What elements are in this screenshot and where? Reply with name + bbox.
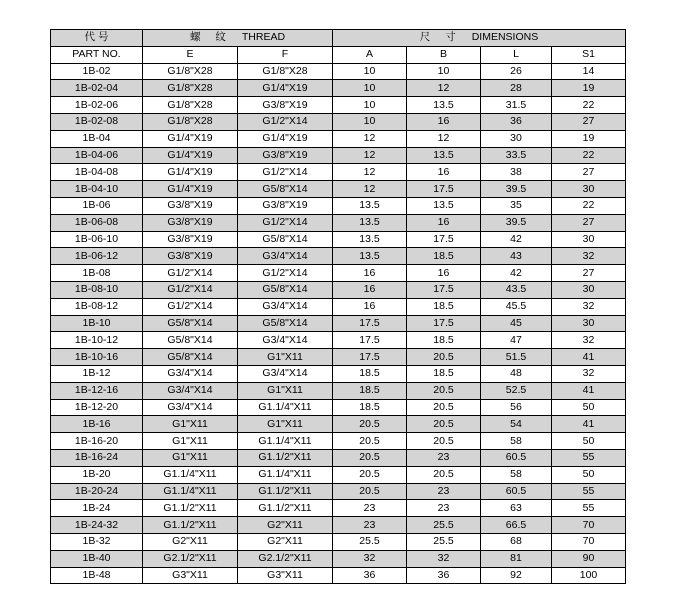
part-no-header: PART NO. — [51, 46, 143, 63]
table-row — [51, 231, 626, 248]
dim-l-cell: 42 — [481, 231, 552, 248]
dim-s1-cell: 32 — [552, 365, 626, 382]
dim-a-cell: 20.5 — [333, 466, 407, 483]
thread-e-cell: G1/8"X28 — [143, 113, 238, 130]
dim-a-cell: 17.5 — [333, 349, 407, 366]
thread-f-cell: G2"X11 — [238, 533, 333, 550]
dim-l-cell: 66.5 — [481, 517, 552, 534]
thread-f-cell: G3/4"X14 — [238, 365, 333, 382]
table-row — [51, 97, 626, 114]
table-row — [51, 449, 626, 466]
thread-e-cell: G3/4"X14 — [143, 382, 238, 399]
thread-f-cell: G1/2"X14 — [238, 113, 333, 130]
thread-f-cell: G3/4"X14 — [238, 332, 333, 349]
part-no-cell: 1B-16 — [51, 416, 143, 433]
dim-l-cell: 81 — [481, 550, 552, 567]
dimensions-table — [50, 29, 626, 584]
dim-b-cell: 18.5 — [407, 248, 481, 265]
dim-a-cell: 23 — [333, 517, 407, 534]
table-row — [51, 130, 626, 147]
dim-l-cell: 92 — [481, 567, 552, 584]
dim-a-cell: 10 — [333, 113, 407, 130]
thread-e-cell: G1/2"X14 — [143, 298, 238, 315]
dim-b-cell: 25.5 — [407, 533, 481, 550]
dim-l-cell: 63 — [481, 500, 552, 517]
dim-b-cell: 20.5 — [407, 416, 481, 433]
thread-e-cell: G3/8"X19 — [143, 231, 238, 248]
dim-b-cell: 32 — [407, 550, 481, 567]
dim-s1-cell: 19 — [552, 80, 626, 97]
table-row — [51, 281, 626, 298]
table-body — [51, 63, 626, 584]
dim-b-cell: 20.5 — [407, 382, 481, 399]
dim-l-cell: 43 — [481, 248, 552, 265]
thread-f-cell: G5/8"X14 — [238, 181, 333, 198]
thread-f-cell: G1.1/4"X11 — [238, 466, 333, 483]
dim-b-cell: 16 — [407, 214, 481, 231]
dim-b-cell: 13.5 — [407, 97, 481, 114]
thread-f-cell: G1/2"X14 — [238, 214, 333, 231]
part-no-cell: 1B-04-08 — [51, 164, 143, 181]
dim-a-cell: 13.5 — [333, 197, 407, 214]
dim-s1-cell: 100 — [552, 567, 626, 584]
part-no-cell: 1B-02-06 — [51, 97, 143, 114]
thread-f-cell: G1/4"X19 — [238, 80, 333, 97]
thread-e-cell: G3/8"X19 — [143, 248, 238, 265]
dim-b-cell: 16 — [407, 113, 481, 130]
dim-a-cell: 17.5 — [333, 332, 407, 349]
column-header-e: E — [143, 46, 238, 63]
dim-a-cell: 16 — [333, 298, 407, 315]
thread-f-cell: G3/8"X19 — [238, 147, 333, 164]
part-no-cell: 1B-24 — [51, 500, 143, 517]
thread-e-cell: G1/8"X28 — [143, 63, 238, 80]
dim-a-cell: 20.5 — [333, 483, 407, 500]
dim-b-cell: 13.5 — [407, 197, 481, 214]
thread-e-cell: G2.1/2"X11 — [143, 550, 238, 567]
part-no-cell: 1B-12-16 — [51, 382, 143, 399]
dim-a-cell: 16 — [333, 281, 407, 298]
thread-f-cell: G5/8"X14 — [238, 231, 333, 248]
part-no-cell: 1B-06-12 — [51, 248, 143, 265]
dim-a-cell: 32 — [333, 550, 407, 567]
thread-f-cell: G1"X11 — [238, 416, 333, 433]
part-no-cell: 1B-12 — [51, 365, 143, 382]
thread-f-cell: G3/8"X19 — [238, 197, 333, 214]
dim-a-cell: 12 — [333, 164, 407, 181]
dim-a-cell: 20.5 — [333, 433, 407, 450]
part-no-cell: 1B-10-16 — [51, 349, 143, 366]
thread-f-cell: G3/8"X19 — [238, 97, 333, 114]
thread-e-cell: G3/8"X19 — [143, 214, 238, 231]
thread-e-cell: G1"X11 — [143, 416, 238, 433]
dim-l-cell: 68 — [481, 533, 552, 550]
dim-s1-cell: 70 — [552, 533, 626, 550]
header-row-1 — [51, 30, 626, 47]
part-no-cell: 1B-08-12 — [51, 298, 143, 315]
dim-a-cell: 10 — [333, 63, 407, 80]
dim-s1-cell: 14 — [552, 63, 626, 80]
thread-e-cell: G1.1/2"X11 — [143, 517, 238, 534]
dim-b-cell: 16 — [407, 265, 481, 282]
dim-s1-cell: 30 — [552, 181, 626, 198]
dim-s1-cell: 50 — [552, 466, 626, 483]
dim-b-cell: 36 — [407, 567, 481, 584]
dim-b-cell: 18.5 — [407, 332, 481, 349]
dim-l-cell: 60.5 — [481, 449, 552, 466]
dim-s1-cell: 55 — [552, 500, 626, 517]
dim-l-cell: 39.5 — [481, 214, 552, 231]
thread-f-cell: G5/8"X14 — [238, 281, 333, 298]
part-no-cell: 1B-06-08 — [51, 214, 143, 231]
dim-l-cell: 60.5 — [481, 483, 552, 500]
part-no-cell: 1B-04 — [51, 130, 143, 147]
table-row — [51, 466, 626, 483]
dim-s1-cell: 50 — [552, 433, 626, 450]
part-no-cell: 1B-10-12 — [51, 332, 143, 349]
dim-b-cell: 20.5 — [407, 349, 481, 366]
column-header-l: L — [481, 46, 552, 63]
thread-f-cell: G2"X11 — [238, 517, 333, 534]
dim-l-cell: 35 — [481, 197, 552, 214]
column-header-s1: S1 — [552, 46, 626, 63]
dim-a-cell: 10 — [333, 80, 407, 97]
thread-f-cell: G1/4"X19 — [238, 130, 333, 147]
table-row — [51, 483, 626, 500]
dim-l-cell: 39.5 — [481, 181, 552, 198]
part-no-cell: 1B-04-10 — [51, 181, 143, 198]
thread-e-cell: G1.1/4"X11 — [143, 483, 238, 500]
part-no-cell: 1B-02-08 — [51, 113, 143, 130]
thread-f-cell: G3/4"X14 — [238, 298, 333, 315]
dim-l-cell: 31.5 — [481, 97, 552, 114]
column-header-b: B — [407, 46, 481, 63]
dim-s1-cell: 27 — [552, 164, 626, 181]
dim-s1-cell: 30 — [552, 315, 626, 332]
table-row — [51, 382, 626, 399]
part-no-cell: 1B-24-32 — [51, 517, 143, 534]
thread-f-cell: G1.1/2"X11 — [238, 500, 333, 517]
dim-s1-cell: 27 — [552, 214, 626, 231]
table-row — [51, 315, 626, 332]
thread-e-cell: G3/8"X19 — [143, 197, 238, 214]
thread-e-cell: G1/4"X19 — [143, 147, 238, 164]
dim-s1-cell: 55 — [552, 483, 626, 500]
dim-a-cell: 12 — [333, 181, 407, 198]
table-row — [51, 265, 626, 282]
dim-l-cell: 58 — [481, 466, 552, 483]
thread-f-cell: G1"X11 — [238, 349, 333, 366]
table-row — [51, 533, 626, 550]
dim-l-cell: 58 — [481, 433, 552, 450]
dim-b-cell: 23 — [407, 483, 481, 500]
table-row — [51, 349, 626, 366]
part-no-cell: 1B-16-20 — [51, 433, 143, 450]
thread-e-cell: G1.1/2"X11 — [143, 500, 238, 517]
dim-a-cell: 18.5 — [333, 365, 407, 382]
table-row — [51, 500, 626, 517]
dim-l-cell: 26 — [481, 63, 552, 80]
table-row — [51, 298, 626, 315]
part-no-cell: 1B-04-06 — [51, 147, 143, 164]
dim-l-cell: 43.5 — [481, 281, 552, 298]
dim-a-cell: 13.5 — [333, 214, 407, 231]
dim-l-cell: 48 — [481, 365, 552, 382]
dim-s1-cell: 70 — [552, 517, 626, 534]
dim-l-cell: 51.5 — [481, 349, 552, 366]
table-row — [51, 63, 626, 80]
dim-a-cell: 20.5 — [333, 416, 407, 433]
part-no-cell: 1B-08 — [51, 265, 143, 282]
thread-e-cell: G1/8"X28 — [143, 80, 238, 97]
dim-s1-cell: 30 — [552, 231, 626, 248]
dim-b-cell: 17.5 — [407, 281, 481, 298]
dim-s1-cell: 41 — [552, 349, 626, 366]
part-no-cell: 1B-16-24 — [51, 449, 143, 466]
part-no-cell: 1B-20 — [51, 466, 143, 483]
thread-f-cell: G2.1/2"X11 — [238, 550, 333, 567]
dim-s1-cell: 41 — [552, 382, 626, 399]
thread-e-cell: G1"X11 — [143, 433, 238, 450]
thread-f-cell: G1.1/2"X11 — [238, 449, 333, 466]
part-no-cell: 1B-20-24 — [51, 483, 143, 500]
thread-e-cell: G2"X11 — [143, 533, 238, 550]
dim-l-cell: 38 — [481, 164, 552, 181]
thread-e-cell: G5/8"X14 — [143, 332, 238, 349]
dim-a-cell: 12 — [333, 147, 407, 164]
dim-a-cell: 10 — [333, 97, 407, 114]
dim-b-cell: 17.5 — [407, 181, 481, 198]
dim-a-cell: 20.5 — [333, 449, 407, 466]
dimensions-header-cn: 尺 寸 — [419, 31, 462, 44]
dim-a-cell: 13.5 — [333, 248, 407, 265]
dim-b-cell: 25.5 — [407, 517, 481, 534]
dim-b-cell: 18.5 — [407, 298, 481, 315]
dim-b-cell: 12 — [407, 130, 481, 147]
dim-l-cell: 36 — [481, 113, 552, 130]
thread-header-cn: 螺 纹 — [189, 31, 232, 44]
dim-a-cell: 16 — [333, 265, 407, 282]
dim-b-cell: 12 — [407, 80, 481, 97]
dim-l-cell: 52.5 — [481, 382, 552, 399]
dim-a-cell: 36 — [333, 567, 407, 584]
dim-l-cell: 56 — [481, 399, 552, 416]
table-row — [51, 164, 626, 181]
thread-header-en: THREAD — [241, 31, 286, 44]
thread-e-cell: G1/4"X19 — [143, 181, 238, 198]
thread-e-cell: G1/2"X14 — [143, 265, 238, 282]
thread-e-cell: G1"X11 — [143, 449, 238, 466]
dim-l-cell: 54 — [481, 416, 552, 433]
part-no-cell: 1B-32 — [51, 533, 143, 550]
thread-e-cell: G3/4"X14 — [143, 365, 238, 382]
dim-s1-cell: 32 — [552, 298, 626, 315]
thread-e-cell: G1.1/4"X11 — [143, 466, 238, 483]
dimensions-header-en: DIMENSIONS — [471, 31, 539, 44]
dim-b-cell: 17.5 — [407, 231, 481, 248]
dim-s1-cell: 19 — [552, 130, 626, 147]
dim-a-cell: 18.5 — [333, 382, 407, 399]
thread-f-cell: G5/8"X14 — [238, 315, 333, 332]
thread-f-cell: G3/4"X14 — [238, 248, 333, 265]
code-header-cn: 代 号 — [51, 30, 143, 47]
dim-s1-cell: 27 — [552, 113, 626, 130]
thread-f-cell: G1.1/2"X11 — [238, 483, 333, 500]
part-no-cell: 1B-48 — [51, 567, 143, 584]
dim-a-cell: 23 — [333, 500, 407, 517]
dim-l-cell: 42 — [481, 265, 552, 282]
part-no-cell: 1B-40 — [51, 550, 143, 567]
dim-b-cell: 13.5 — [407, 147, 481, 164]
table-row — [51, 365, 626, 382]
table-row — [51, 550, 626, 567]
dim-b-cell: 20.5 — [407, 433, 481, 450]
table-row — [51, 197, 626, 214]
dim-s1-cell: 22 — [552, 97, 626, 114]
header-row-2 — [51, 46, 626, 63]
table-row — [51, 214, 626, 231]
dim-s1-cell: 55 — [552, 449, 626, 466]
dim-b-cell: 17.5 — [407, 315, 481, 332]
dim-s1-cell: 32 — [552, 248, 626, 265]
part-no-cell: 1B-06 — [51, 197, 143, 214]
table-row — [51, 332, 626, 349]
part-no-cell: 1B-10 — [51, 315, 143, 332]
table-row — [51, 113, 626, 130]
table-row — [51, 80, 626, 97]
table-row — [51, 181, 626, 198]
table-row — [51, 517, 626, 534]
dim-s1-cell: 50 — [552, 399, 626, 416]
dim-s1-cell: 90 — [552, 550, 626, 567]
dim-a-cell: 13.5 — [333, 231, 407, 248]
dim-b-cell: 23 — [407, 449, 481, 466]
dim-l-cell: 45.5 — [481, 298, 552, 315]
thread-e-cell: G3/4"X14 — [143, 399, 238, 416]
column-header-a: A — [333, 46, 407, 63]
dim-s1-cell: 22 — [552, 197, 626, 214]
thread-f-cell: G1/2"X14 — [238, 164, 333, 181]
table-row — [51, 248, 626, 265]
part-no-cell: 1B-08-10 — [51, 281, 143, 298]
part-no-cell: 1B-06-10 — [51, 231, 143, 248]
table-row — [51, 416, 626, 433]
thread-e-cell: G3"X11 — [143, 567, 238, 584]
dim-a-cell: 25.5 — [333, 533, 407, 550]
dim-b-cell: 23 — [407, 500, 481, 517]
dim-s1-cell: 30 — [552, 281, 626, 298]
thread-f-cell: G1.1/4"X11 — [238, 433, 333, 450]
thread-e-cell: G5/8"X14 — [143, 349, 238, 366]
table-row — [51, 147, 626, 164]
dim-b-cell: 16 — [407, 164, 481, 181]
dim-a-cell: 12 — [333, 130, 407, 147]
thread-f-cell: G1"X11 — [238, 382, 333, 399]
table-row — [51, 399, 626, 416]
table-row — [51, 433, 626, 450]
thread-f-cell: G1/8"X28 — [238, 63, 333, 80]
part-no-cell: 1B-12-20 — [51, 399, 143, 416]
dim-b-cell: 18.5 — [407, 365, 481, 382]
dim-b-cell: 20.5 — [407, 399, 481, 416]
thread-e-cell: G5/8"X14 — [143, 315, 238, 332]
dim-s1-cell: 22 — [552, 147, 626, 164]
dim-l-cell: 47 — [481, 332, 552, 349]
dim-l-cell: 28 — [481, 80, 552, 97]
dim-b-cell: 10 — [407, 63, 481, 80]
thread-e-cell: G1/4"X19 — [143, 130, 238, 147]
dim-l-cell: 30 — [481, 130, 552, 147]
dim-s1-cell: 41 — [552, 416, 626, 433]
dim-l-cell: 45 — [481, 315, 552, 332]
dim-a-cell: 18.5 — [333, 399, 407, 416]
part-no-cell: 1B-02-04 — [51, 80, 143, 97]
thread-f-cell: G1.1/4"X11 — [238, 399, 333, 416]
thread-header — [143, 30, 333, 47]
dim-l-cell: 33.5 — [481, 147, 552, 164]
dim-b-cell: 20.5 — [407, 466, 481, 483]
part-no-cell: 1B-02 — [51, 63, 143, 80]
thread-e-cell: G1/8"X28 — [143, 97, 238, 114]
thread-e-cell: G1/2"X14 — [143, 281, 238, 298]
thread-e-cell: G1/4"X19 — [143, 164, 238, 181]
dim-a-cell: 17.5 — [333, 315, 407, 332]
thread-f-cell: G1/2"X14 — [238, 265, 333, 282]
column-header-f: F — [238, 46, 333, 63]
thread-f-cell: G3"X11 — [238, 567, 333, 584]
table-row — [51, 567, 626, 584]
dimensions-header — [333, 30, 626, 47]
dim-s1-cell: 32 — [552, 332, 626, 349]
dim-s1-cell: 27 — [552, 265, 626, 282]
